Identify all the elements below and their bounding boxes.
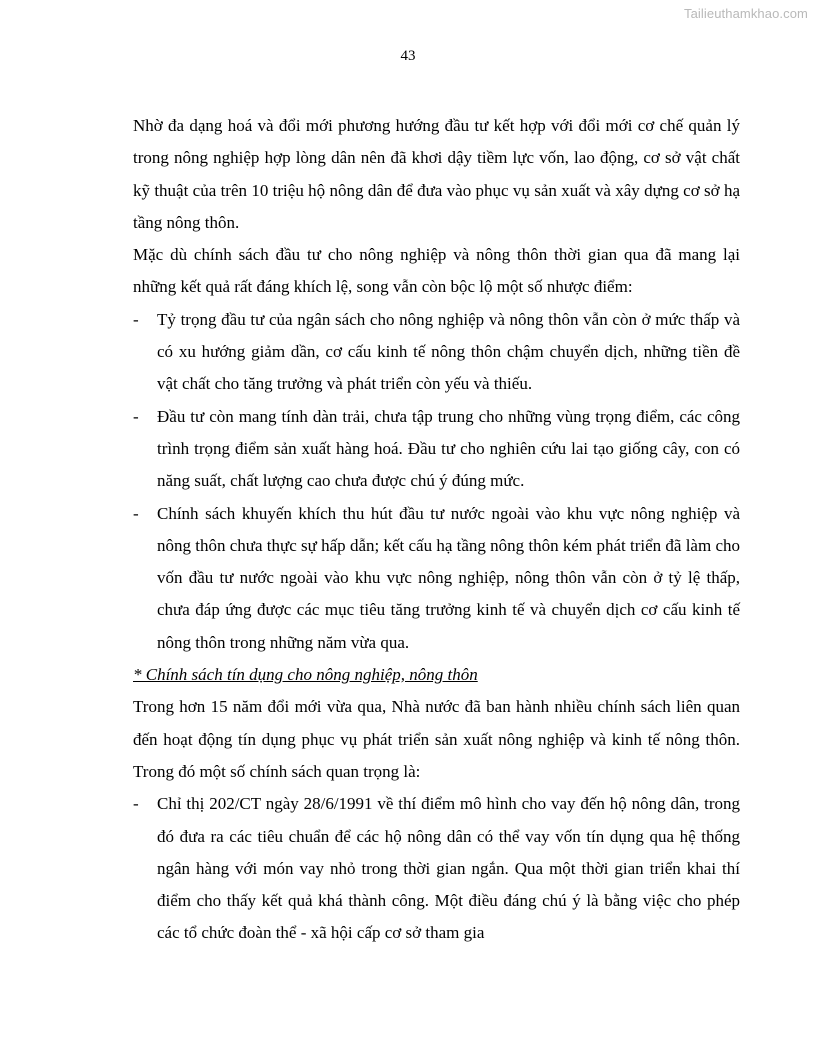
paragraph-credit-policy: Trong hơn 15 năm đổi mới vừa qua, Nhà nước đã ban hành nhiều chính sách liên quan đến hoạt động tín dụng phục vụ phát triển sản xuất nông nghiệp và kinh tế nông thôn. Trong đó một số chính sách quan trọng là: (133, 697, 740, 781)
section-heading: * Chính sách tín dụng cho nông nghiệp, nông thôn (133, 665, 478, 685)
bullet-dash: - (133, 503, 139, 523)
bullet-dash: - (133, 309, 139, 329)
list-item (133, 498, 740, 659)
list-item (133, 788, 740, 949)
bullet-dash: - (133, 406, 139, 426)
list-item-text: Chỉ thị 202/CT ngày 28/6/1991 về thí điểm mô hình cho vay đến hộ nông dân, trong đó đưa ra các tiêu chuẩn để các hộ nông dân có thể vay vốn tín dụng qua hệ thống ngân hàng với món vay nhỏ trong thời gian ngắn. Qua một thời gian triển khai thí điểm cho thấy kết quả khá thành công. Một điều đáng chú ý là bằng việc cho phép các tổ chức đoàn thể - xã hội cấp cơ sở tham gia (157, 794, 740, 943)
document-body (133, 110, 740, 950)
paragraph-weaknesses-intro: Mặc dù chính sách đầu tư cho nông nghiệp và nông thôn thời gian qua đã mang lại những kết quả rất đáng khích lệ, song vẫn còn bộc lộ một số nhược điểm: (133, 245, 740, 297)
list-item (133, 304, 740, 401)
paragraph-intro: Nhờ đa dạng hoá và đổi mới phương hướng đầu tư kết hợp với đổi mới cơ chế quản lý trong nông nghiệp hợp lòng dân nên đã khơi dậy tiềm lực vốn, lao động, cơ sở vật chất kỹ thuật của trên 10 triệu hộ nông dân để đưa vào phục vụ sản xuất và xây dựng cơ sở hạ tầng nông thôn. (133, 116, 740, 232)
watermark-text: Tailieuthamkhao.com (683, 6, 808, 21)
list-item (133, 401, 740, 498)
page-number: 43 (400, 48, 416, 64)
list-item-text: Đầu tư còn mang tính dàn trải, chưa tập trung cho những vùng trọng điểm, các công trình trọng điểm sản xuất hàng hoá. Đầu tư cho nghiên cứu lai tạo giống cây, con có năng suất, chất lượng cao chưa được chú ý đúng mức. (157, 406, 740, 491)
bullet-dash: - (133, 794, 139, 814)
list-item-text: Tỷ trọng đầu tư của ngân sách cho nông nghiệp và nông thôn vẫn còn ở mức thấp và có xu hướng giảm dần, cơ cấu kinh tế nông thôn chậm chuyển dịch, những tiền đề vật chất cho tăng trưởng và phát triển còn yếu và thiếu. (157, 309, 740, 394)
list-item-text: Chính sách khuyến khích thu hút đầu tư nước ngoài vào khu vực nông nghiệp và nông thôn chưa thực sự hấp dẫn; kết cấu hạ tầng nông thôn kém phát triển đã làm cho vốn đầu tư nước ngoài vào khu vực nông nghiệp, nông thôn vẫn còn ở tỷ lệ thấp, chưa đáp ứng được các mục tiêu tăng trưởng kinh tế và chuyển dịch cơ cấu kinh tế nông thôn trong những năm vừa qua. (157, 503, 740, 652)
